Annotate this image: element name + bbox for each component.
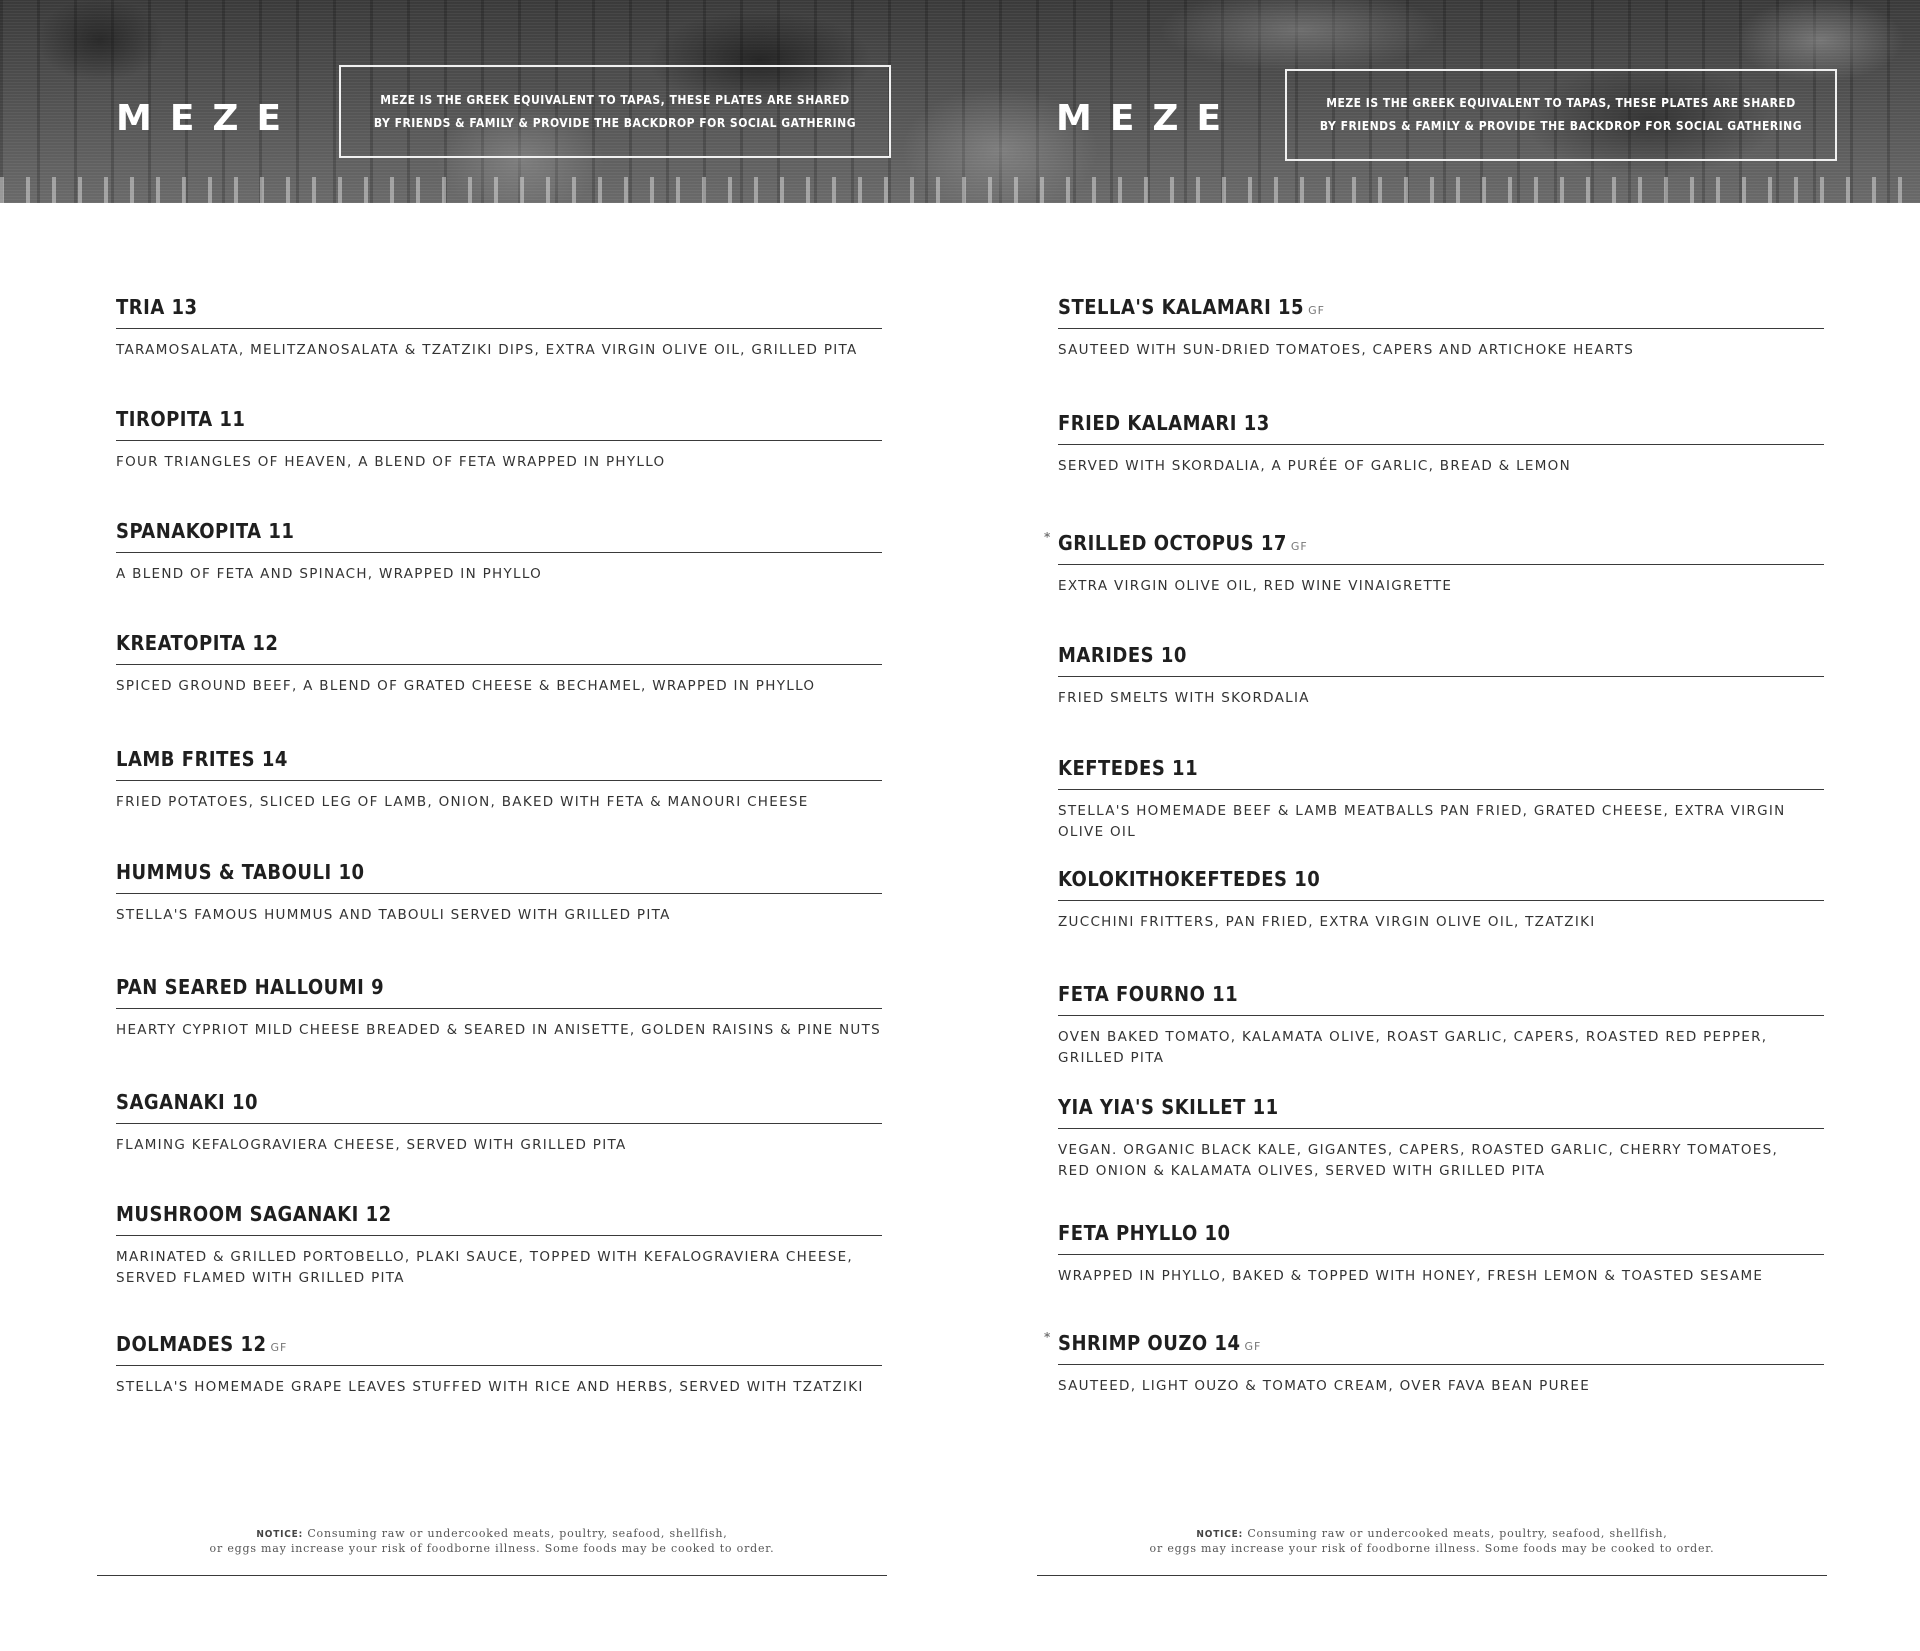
menu-item-name: GRILLED OCTOPUS 17	[1058, 531, 1287, 555]
menu-item-name: KREATOPITA 12	[116, 631, 279, 655]
tagline-box-left: MEZE IS THE GREEK EQUIVALENT TO TAPAS, THESE PLATES ARE SHARED BY FRIENDS & FAMILY & PROVIDE THE BACKDROP FOR SOCIAL GATHERING	[339, 65, 891, 158]
menu-item-heading	[116, 860, 882, 894]
menu-item-name: SPANAKOPITA 11	[116, 519, 295, 543]
menu-item-heading	[1058, 982, 1824, 1016]
notice-right	[1037, 1527, 1827, 1556]
menu-item-description: FOUR TRIANGLES OF HEAVEN, A BLEND OF FETA WRAPPED IN PHYLLO	[116, 454, 666, 470]
gluten-free-tag: GF	[1290, 540, 1308, 553]
menu-item-heading	[116, 975, 882, 1009]
logo-right: MEZE	[1056, 98, 1240, 139]
menu-item-description: MARINATED & GRILLED PORTOBELLO, PLAKI SAUCE, TOPPED WITH KEFALOGRAVIERA CHEESE, SERVED FLAMED WITH GRILLED PITA	[116, 1249, 853, 1286]
menu-item	[116, 295, 882, 361]
menu-item-heading	[116, 1332, 882, 1366]
gluten-free-tag: GF	[1308, 304, 1325, 317]
bottom-rule-right	[1037, 1575, 1827, 1576]
menu-item-heading	[1044, 1330, 1824, 1365]
gluten-free-tag: GF	[270, 1341, 288, 1354]
menu-item-name: SAGANAKI 10	[116, 1090, 258, 1114]
notice-label: NOTICE:	[1196, 1529, 1244, 1540]
menu-item-description: FRIED SMELTS WITH SKORDALIA	[1058, 690, 1310, 706]
logo-left: MEZE	[116, 98, 300, 139]
menu-item-name: SHRIMP OUZO 14	[1058, 1331, 1241, 1355]
menu-item	[116, 519, 882, 585]
menu-item	[1058, 982, 1824, 1069]
menu-item-heading	[116, 1202, 882, 1236]
menu-item-name: LAMB FRITES 14	[116, 747, 288, 771]
menu-item	[1044, 1330, 1824, 1397]
menu-item-description: WRAPPED IN PHYLLO, BAKED & TOPPED WITH HONEY, FRESH LEMON & TOASTED SESAME	[1058, 1268, 1764, 1284]
menu-item-description: SPICED GROUND BEEF, A BLEND OF GRATED CHEESE & BECHAMEL, WRAPPED IN PHYLLO	[116, 678, 816, 694]
menu-item-description: STELLA'S HOMEMADE BEEF & LAMB MEATBALLS PAN FRIED, GRATED CHEESE, EXTRA VIRGIN OLIVE OIL	[1058, 803, 1786, 840]
menu-item-heading	[1058, 1221, 1824, 1255]
menu-item-name: FETA PHYLLO 10	[1058, 1221, 1231, 1245]
menu-item-description: HEARTY CYPRIOT MILD CHEESE BREADED & SEARED IN ANISETTE, GOLDEN RAISINS & PINE NUTS	[116, 1022, 882, 1038]
menu-item-description: FLAMING KEFALOGRAVIERA CHEESE, SERVED WITH GRILLED PITA	[116, 1137, 627, 1153]
menu-item-heading	[116, 519, 882, 553]
menu-item-name: FRIED KALAMARI 13	[1058, 411, 1270, 435]
menu-item-description: FRIED POTATOES, SLICED LEG OF LAMB, ONION, BAKED WITH FETA & MANOURI CHEESE	[116, 794, 809, 810]
notice-text: Consuming raw or undercooked meats, poultry, seafood, shellfish, or eggs may increase your risk of foodborne illness. Some foods may be cooked to order.	[209, 1527, 775, 1555]
menu-item	[116, 1202, 882, 1289]
menu-item	[116, 975, 882, 1041]
menu-item-description: STELLA'S HOMEMADE GRAPE LEAVES STUFFED WITH RICE AND HERBS, SERVED WITH TZATZIKI	[116, 1379, 864, 1395]
notice-text: Consuming raw or undercooked meats, poultry, seafood, shellfish, or eggs may increase your risk of foodborne illness. Some foods may be cooked to order.	[1149, 1527, 1715, 1555]
menu-item-description: SAUTEED, LIGHT OUZO & TOMATO CREAM, OVER FAVA BEAN PUREE	[1058, 1378, 1591, 1394]
menu-item-name: TRIA 13	[116, 295, 198, 319]
menu-item	[1058, 1221, 1824, 1287]
notice-left	[97, 1527, 887, 1556]
menu-item-heading	[1058, 295, 1824, 329]
menu-item-description: A BLEND OF FETA AND SPINACH, WRAPPED IN PHYLLO	[116, 566, 543, 582]
menu-item-description: SERVED WITH SKORDALIA, A PURÉE OF GARLIC, BREAD & LEMON	[1058, 458, 1571, 474]
menu-item-name: MUSHROOM SAGANAKI 12	[116, 1202, 392, 1226]
menu-item-name: MARIDES 10	[1058, 643, 1187, 667]
menu-item-name: HUMMUS & TABOULI 10	[116, 860, 365, 884]
menu-item-description: ZUCCHINI FRITTERS, PAN FRIED, EXTRA VIRGIN OLIVE OIL, TZATZIKI	[1058, 914, 1596, 930]
menu-item	[116, 860, 882, 926]
banner-texture	[0, 177, 1920, 203]
menu-item	[116, 1332, 882, 1398]
header-banner	[0, 0, 1920, 203]
menu-item-name: FETA FOURNO 11	[1058, 982, 1239, 1006]
notice-label: NOTICE:	[256, 1529, 304, 1540]
menu-item	[116, 631, 882, 697]
menu-item	[1058, 756, 1824, 843]
menu-item-name: TIROPITA 11	[116, 407, 246, 431]
menu-item	[1058, 1095, 1824, 1182]
menu-item-name: KEFTEDES 11	[1058, 756, 1199, 780]
menu-item-heading	[116, 407, 882, 441]
menu-item-description: EXTRA VIRGIN OLIVE OIL, RED WINE VINAIGRETTE	[1058, 578, 1453, 594]
bottom-rule-left	[97, 1575, 887, 1576]
menu-item-description: STELLA'S FAMOUS HUMMUS AND TABOULI SERVED WITH GRILLED PITA	[116, 907, 671, 923]
menu-item-heading	[1058, 756, 1824, 790]
menu-item-heading	[1044, 530, 1824, 565]
menu-item-description: VEGAN. ORGANIC BLACK KALE, GIGANTES, CAPERS, ROASTED GARLIC, CHERRY TOMATOES, RED ONION & KALAMATA OLIVES, SERVED WITH GRILLED PITA	[1058, 1142, 1779, 1179]
menu-item-description: TARAMOSALATA, MELITZANOSALATA & TZATZIKI DIPS, EXTRA VIRGIN OLIVE OIL, GRILLED PITA	[116, 342, 858, 358]
gluten-free-tag: GF	[1244, 1340, 1262, 1353]
menu-item-name: PAN SEARED HALLOUMI 9	[116, 975, 385, 999]
menu-item	[116, 407, 882, 473]
menu-item-heading	[116, 1090, 882, 1124]
menu-item-description: SAUTEED WITH SUN-DRIED TOMATOES, CAPERS AND ARTICHOKE HEARTS	[1058, 342, 1635, 358]
asterisk-marker: *	[1044, 530, 1051, 544]
menu-item	[1044, 530, 1824, 597]
menu-item	[1058, 295, 1824, 361]
menu-item-heading	[1058, 643, 1824, 677]
tagline-box-right: MEZE IS THE GREEK EQUIVALENT TO TAPAS, THESE PLATES ARE SHARED BY FRIENDS & FAMILY & PROVIDE THE BACKDROP FOR SOCIAL GATHERING	[1285, 69, 1837, 161]
menu-item-heading	[1058, 1095, 1824, 1129]
menu-item-heading	[116, 295, 882, 329]
menu-item	[1058, 643, 1824, 709]
menu-item-name: YIA YIA'S SKILLET 11	[1058, 1095, 1279, 1119]
menu-item	[116, 1090, 882, 1156]
menu-item-heading	[1058, 411, 1824, 445]
menu-item-heading	[1058, 867, 1824, 901]
menu-item-description: OVEN BAKED TOMATO, KALAMATA OLIVE, ROAST GARLIC, CAPERS, ROASTED RED PEPPER, GRILLED PITA	[1058, 1029, 1768, 1066]
menu-item	[1058, 411, 1824, 477]
asterisk-marker: *	[1044, 1330, 1051, 1344]
menu-item-heading	[116, 747, 882, 781]
menu-item-name: STELLA'S KALAMARI 15	[1058, 295, 1305, 319]
menu-item	[116, 747, 882, 813]
menu-item-heading	[116, 631, 882, 665]
menu-item-name: KOLOKITHOKEFTEDES 10	[1058, 867, 1321, 891]
menu-item	[1058, 867, 1824, 933]
menu-item-name: DOLMADES 12	[116, 1332, 267, 1356]
